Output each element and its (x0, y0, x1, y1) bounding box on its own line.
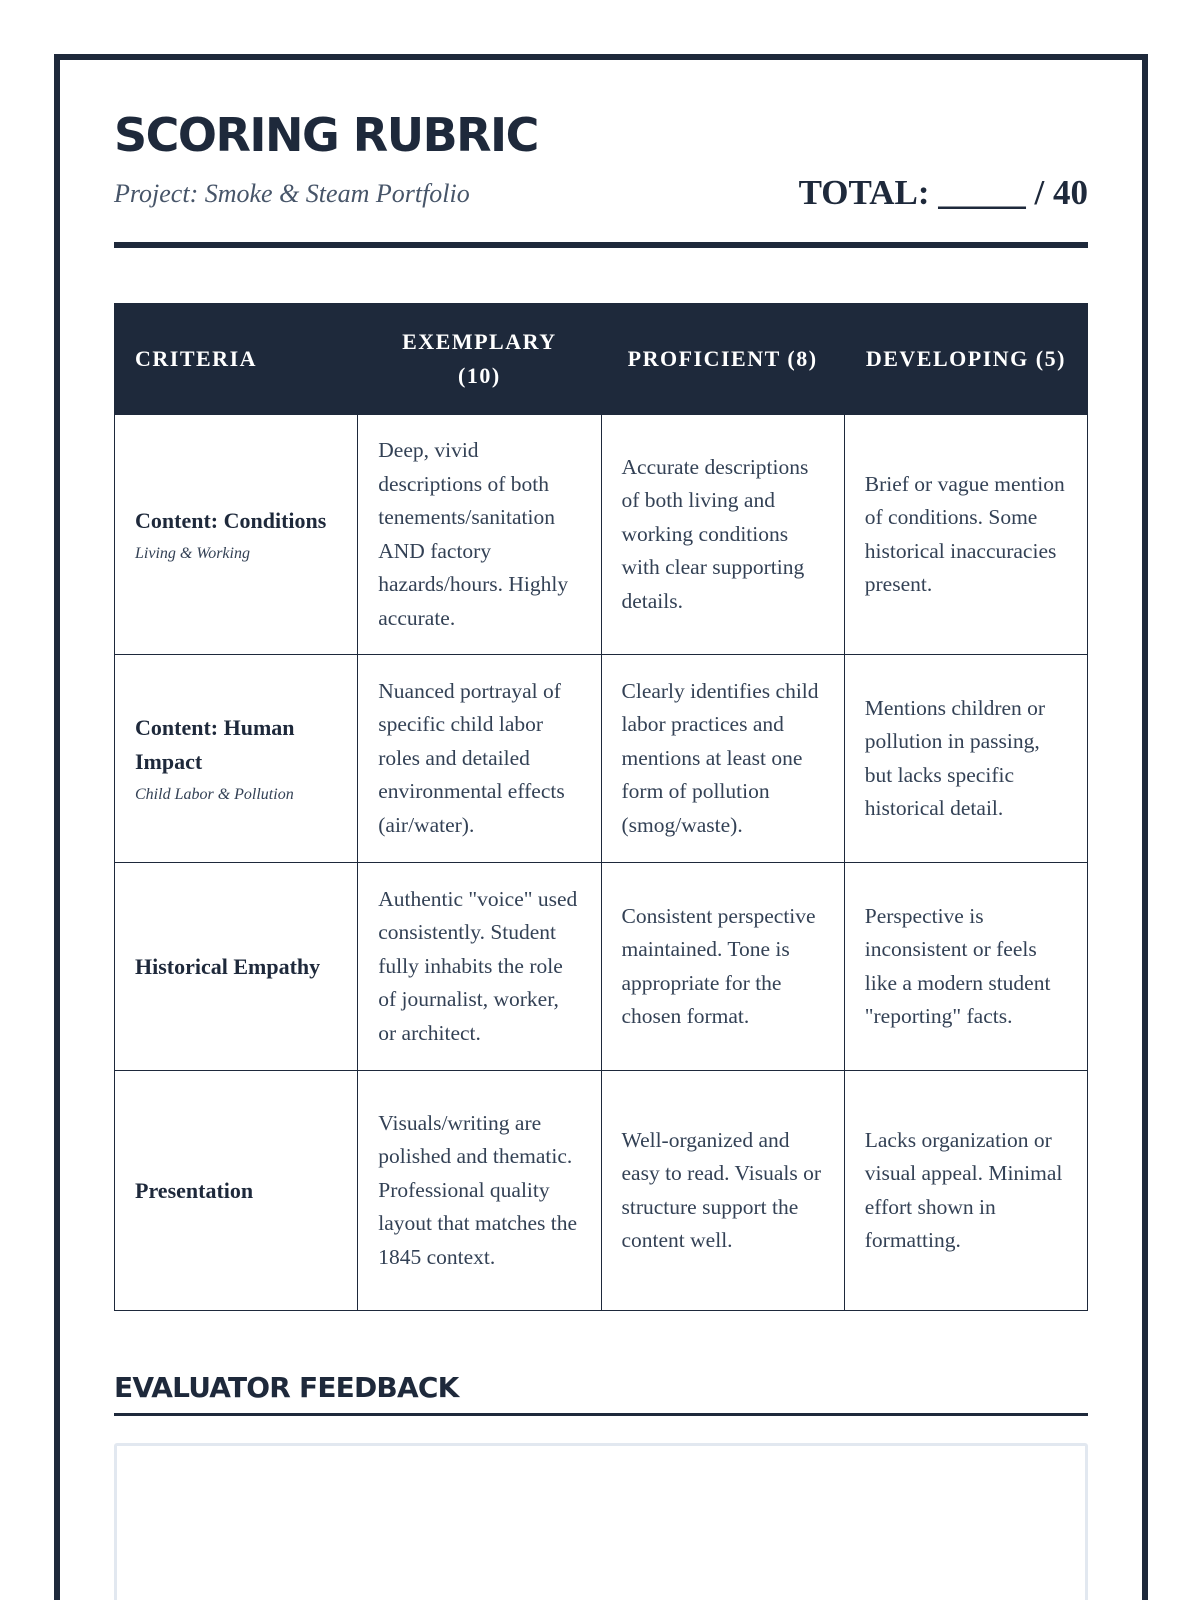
header-divider (114, 242, 1088, 248)
developing-cell: Perspective is inconsistent or feels like a modern student "reporting" facts. (844, 863, 1087, 1071)
table-row (115, 863, 1088, 1071)
table-row (115, 415, 1088, 655)
rubric-sheet (114, 0, 1088, 1404)
project-subtitle: Project: Smoke & Steam Portfolio (114, 179, 470, 208)
criterion-name: Presentation (135, 1177, 254, 1203)
criterion-cell (115, 1071, 358, 1311)
feedback-box[interactable] (114, 1443, 1088, 1600)
developing-cell: Brief or vague mention of conditions. Some historical inaccuracies present. (844, 415, 1087, 655)
proficient-cell: Well-organized and easy to read. Visuals or structure support the content well. (601, 1071, 844, 1311)
table-row (115, 655, 1088, 863)
column-header-criteria: CRITERIA (115, 304, 358, 415)
criterion-subtitle: Child Labor & Pollution (135, 786, 294, 803)
rubric-header (114, 0, 1088, 252)
table-row (115, 1071, 1088, 1311)
table-header-row (115, 304, 1088, 415)
column-header-exemplary: EXEMPLARY (10) (358, 304, 601, 415)
exemplary-cell: Visuals/writing are polished and thematic. Professional quality layout that matches the 1845 context. (358, 1071, 601, 1311)
criterion-cell (115, 655, 358, 863)
exemplary-cell: Deep, vivid descriptions of both tenements/sanitation AND factory hazards/hours. Highly accurate. (358, 415, 601, 655)
exemplary-cell: Authentic "voice" used consistently. Student fully inhabits the role of journalist, worker, or architect. (358, 863, 601, 1071)
criterion-name: Content: Conditions (135, 507, 327, 533)
proficient-cell: Consistent perspective maintained. Tone is appropriate for the chosen format. (601, 863, 844, 1071)
rubric-table (114, 303, 1088, 1311)
criterion-name: Historical Empathy (135, 953, 321, 979)
criterion-cell (115, 415, 358, 655)
total-score: TOTAL: _____ / 40 (798, 173, 1088, 212)
feedback-divider (114, 1413, 1088, 1416)
criterion-subtitle: Living & Working (135, 545, 250, 563)
page-title: SCORING RUBRIC (114, 108, 538, 162)
developing-cell: Mentions children or pollution in passing, but lacks specific historical detail. (844, 655, 1087, 863)
proficient-cell: Clearly identifies child labor practices and mentions at least one form of pollution (smog/waste). (601, 655, 844, 863)
column-header-proficient: PROFICIENT (8) (601, 304, 844, 415)
feedback-heading: EVALUATOR FEEDBACK (114, 1371, 459, 1404)
column-header-developing: DEVELOPING (5) (844, 304, 1087, 415)
proficient-cell: Accurate descriptions of both living and working conditions with clear supporting details. (601, 415, 844, 655)
exemplary-cell: Nuanced portrayal of specific child labor roles and detailed environmental effects (air/water). (358, 655, 601, 863)
criterion-cell (115, 863, 358, 1071)
developing-cell: Lacks organization or visual appeal. Minimal effort shown in formatting. (844, 1071, 1087, 1311)
criterion-name: Content: Human Impact (135, 715, 295, 774)
